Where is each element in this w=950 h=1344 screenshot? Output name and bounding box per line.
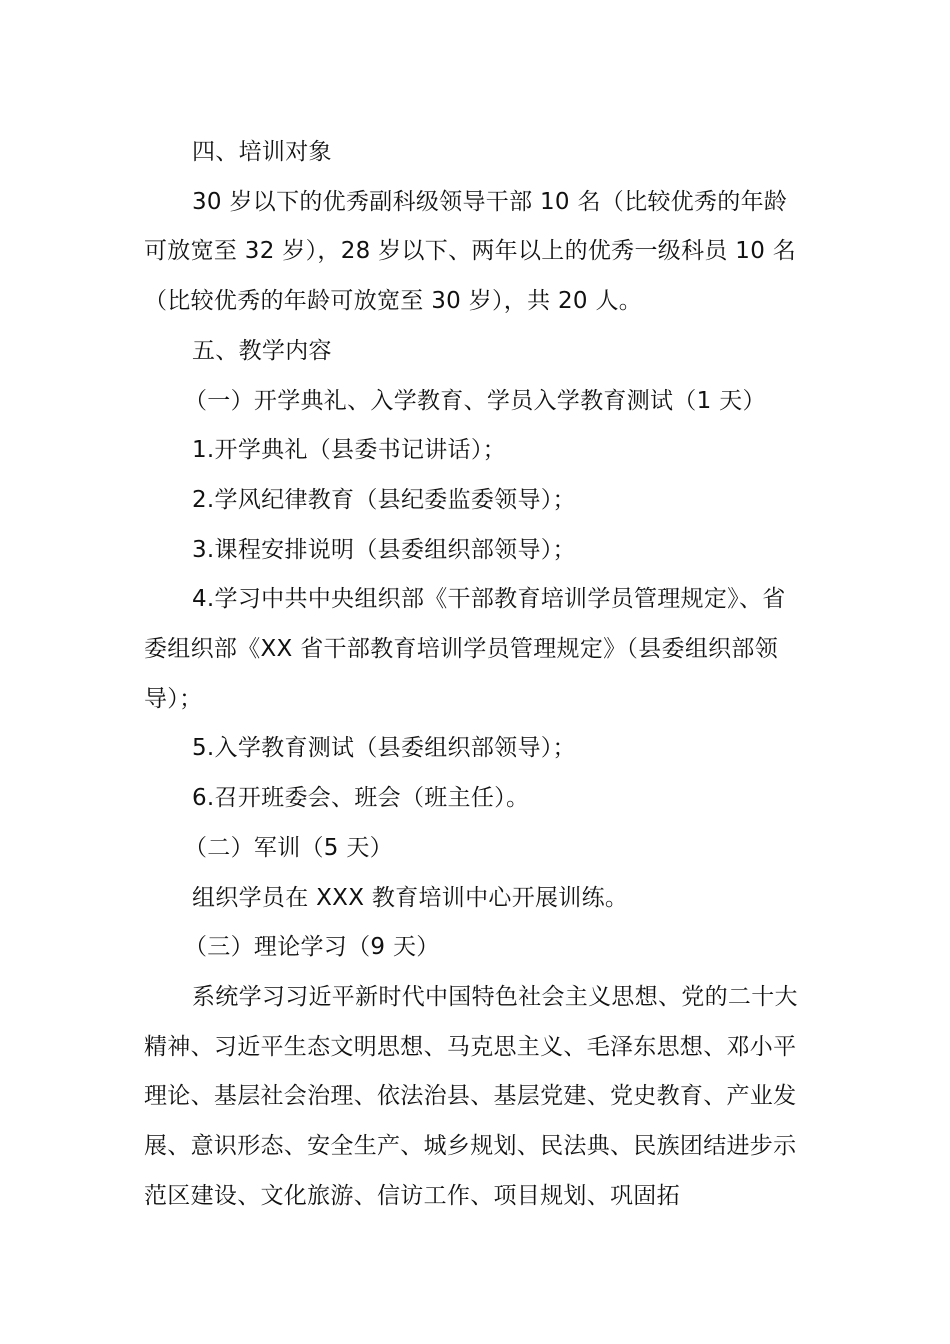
section-heading-teaching-content: 五、教学内容 <box>192 337 332 364</box>
paragraph-military-training: 组织学员在 XXX 教育培训中心开展训练。 <box>192 884 629 911</box>
subheading-military-training: （二）军训（5 天） <box>184 834 393 861</box>
list-item-2: 2.学风纪律教育（县纪委监委领导）； <box>192 486 576 513</box>
subheading-opening: （一）开学典礼、入学教育、学员入学教育测试（1 天） <box>184 387 766 414</box>
list-item-6: 6.召开班委会、班会（班主任）。 <box>192 785 530 812</box>
section-heading-training-target: 四、培训对象 <box>192 139 332 165</box>
list-item-4: 4.学习中共中央组织部《干部教育培训学员管理规定》、省委组织部《XX 省干部教育培训学员管理规定》（县委组织部领导）； <box>144 586 786 712</box>
document-body <box>144 128 808 1221</box>
paragraph-theory-study: 系统学习习近平新时代中国特色社会主义思想、党的二十大精神、习近平生态文明思想、马克思主义、毛泽东思想、邓小平理论、基层社会治理、依法治县、基层党建、党史教育、产业发展、意识形态、安全生产、城乡规划、民法典、民族团结进步示范区建设、文化旅游、信访工作、项目规划、巩固拓 <box>144 983 798 1209</box>
subheading-theory-study: （三）理论学习（9 天） <box>184 934 440 961</box>
list-item-1: 1.开学典礼（县委书记讲话）； <box>192 437 506 464</box>
list-item-3: 3.课程安排说明（县委组织部领导）； <box>192 536 576 563</box>
paragraph-training-target: 30 岁以下的优秀副科级领导干部 10 名（比较优秀的年龄可放宽至 32 岁），28 岁以下、两年以上的优秀一级科员 10 名（比较优秀的年龄可放宽至 30 岁），共 20 人。 <box>144 188 797 315</box>
list-item-5: 5.入学教育测试（县委组织部领导）； <box>192 735 576 762</box>
